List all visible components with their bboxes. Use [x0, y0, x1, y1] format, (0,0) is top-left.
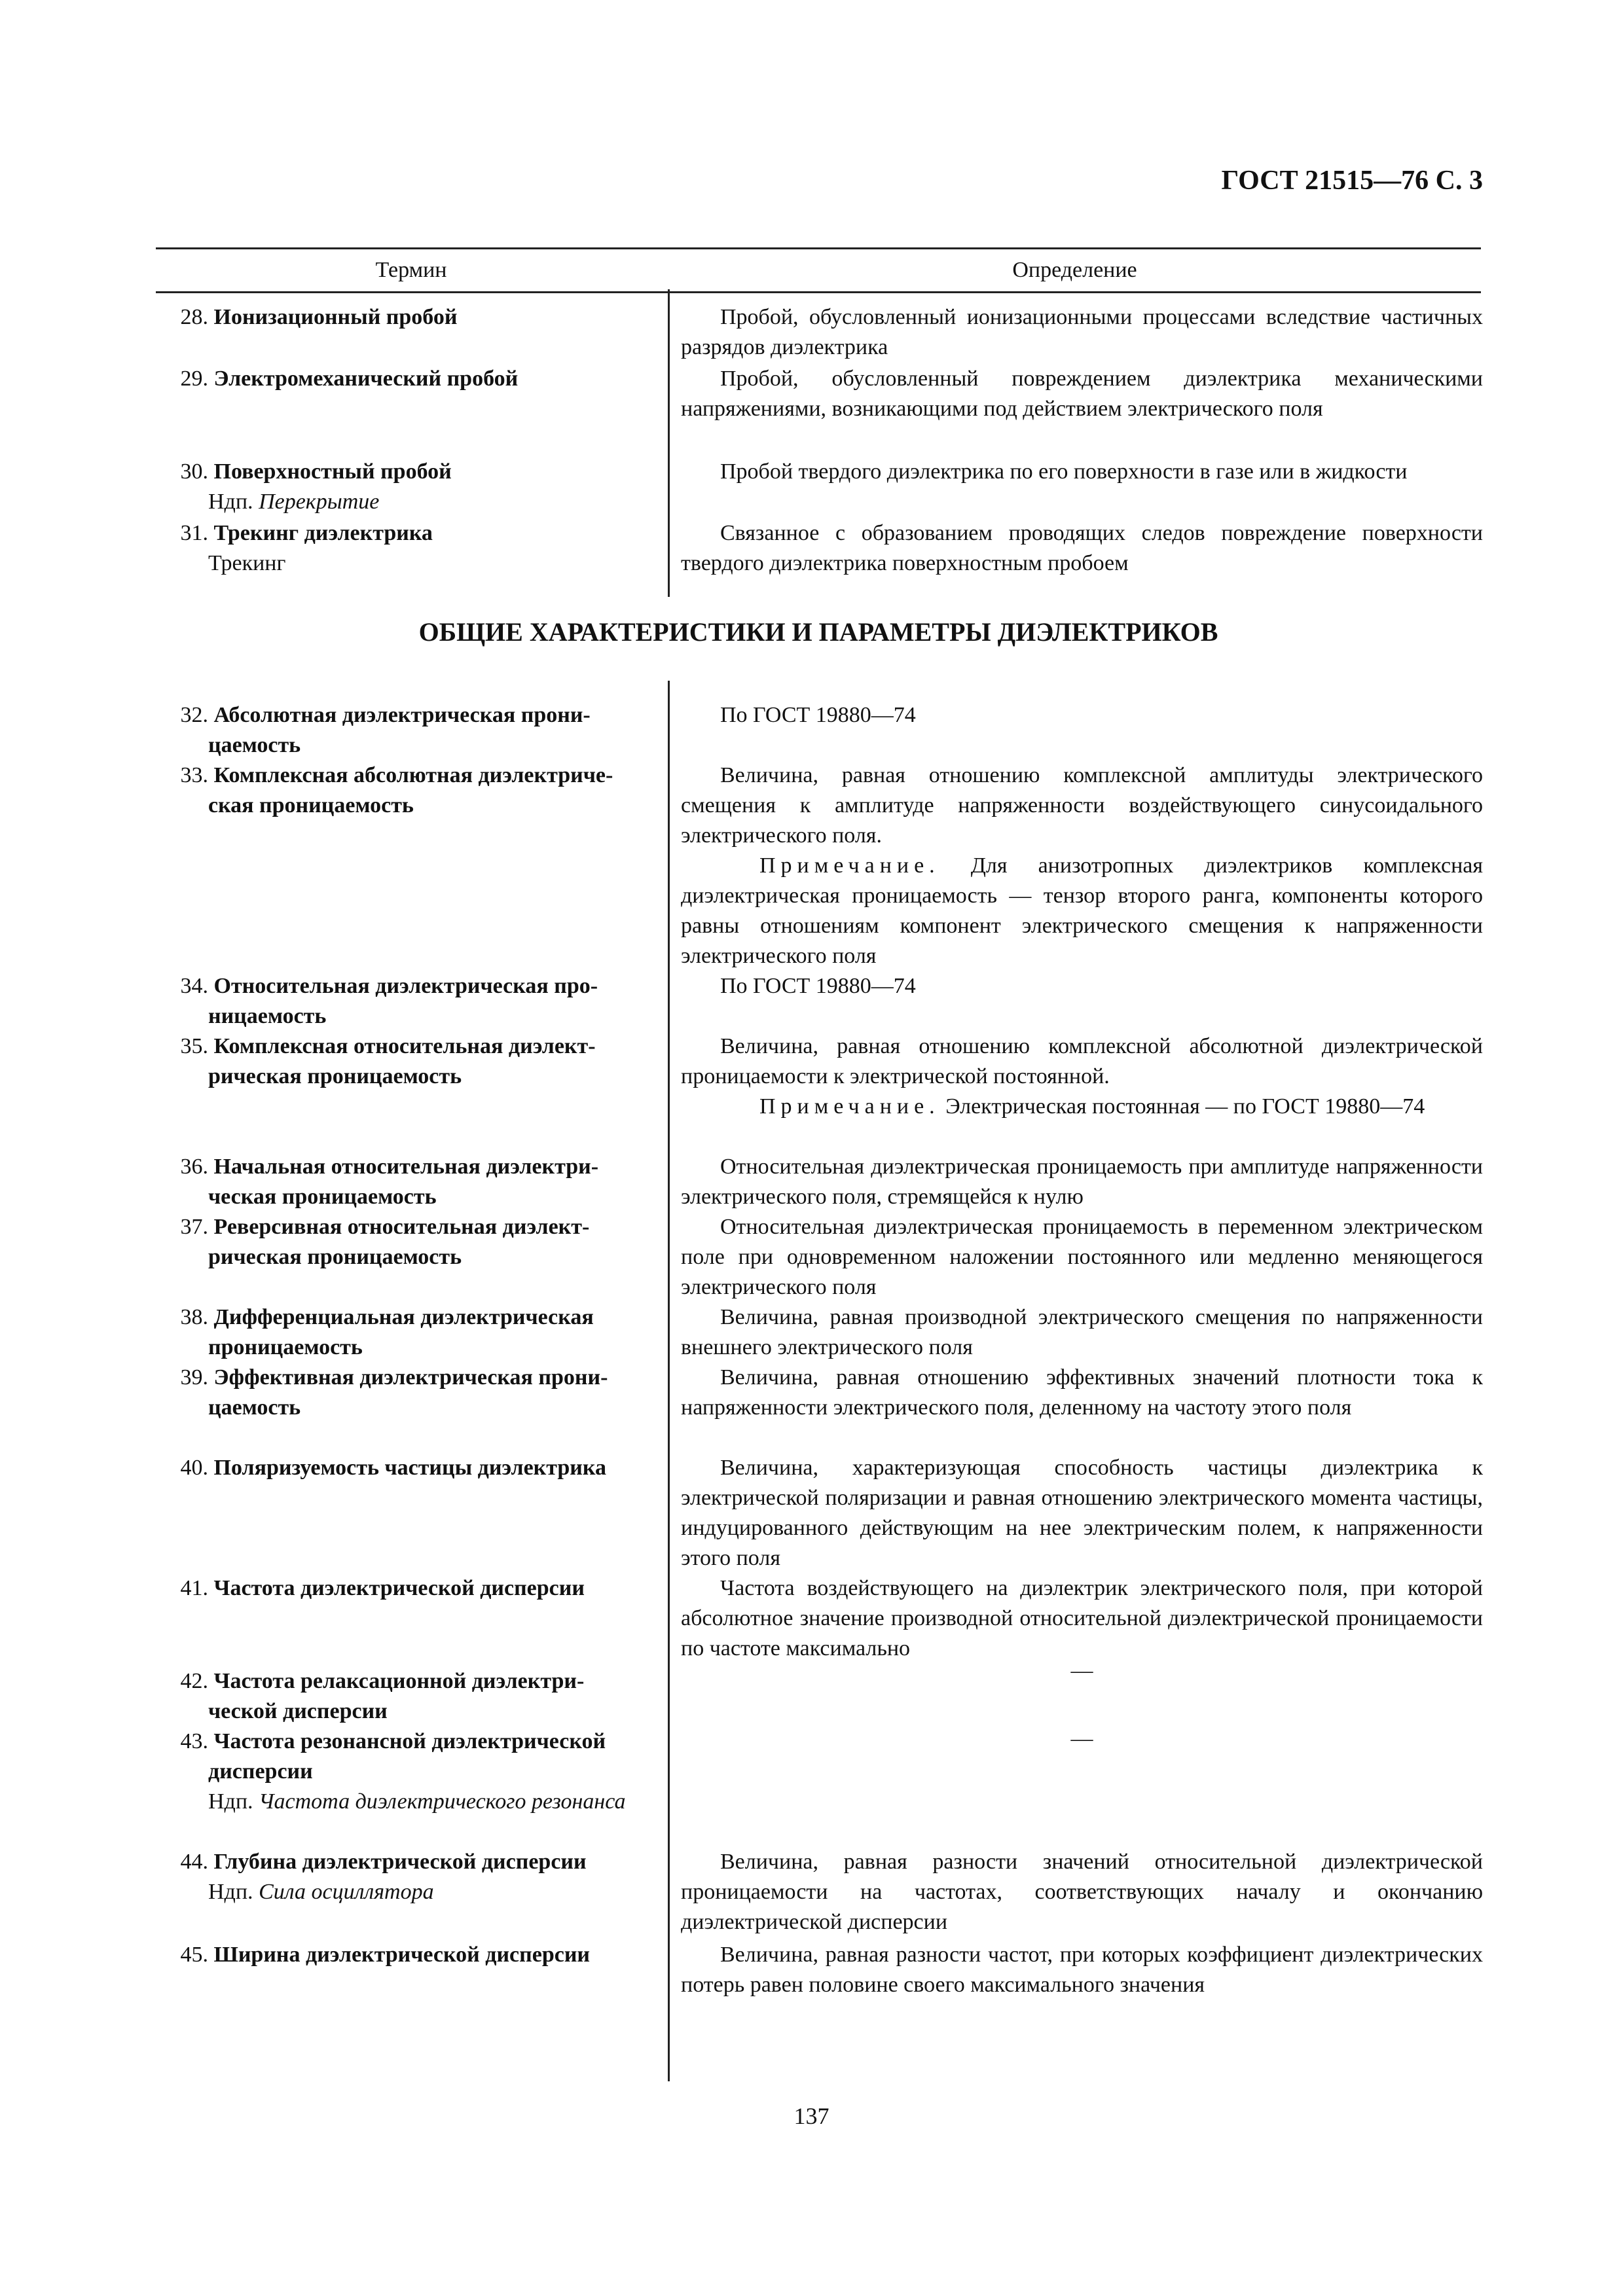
definition: Величина, равная производной электрического смещения по напряженности внешнего электрического поля [681, 1305, 1483, 1359]
definition: По ГОСТ 19880—74 [720, 703, 916, 727]
definition: Величина, равная разности значений относительной диэлектрической проницаемости на частотах, соответствующих началу и окончанию диэлектрической дисперсии [681, 1850, 1483, 1934]
definition: Связанное с образованием проводящих следов повреждение поверхности твердого диэлектрика поверхностным пробоем [681, 521, 1483, 575]
term: 38. Дифференциальная диэлектрическая проницаемость [180, 1305, 594, 1359]
term: 30. Поверхностный пробой Ндп. Перекрытие [180, 459, 452, 514]
term: 40. Поляризуемость частицы диэлектрика [180, 1456, 606, 1480]
term: 32. Абсолютная диэлектрическая прони- цаемость [180, 703, 591, 757]
term: 33. Комплексная абсолютная диэлектриче- ская проницаемость [180, 763, 613, 817]
term: 36. Начальная относительная диэлектри- ческая проницаемость [180, 1155, 599, 1209]
term: 41. Частота диэлектрической дисперсии [180, 1576, 585, 1600]
table-header-term: Термин [375, 258, 447, 282]
term: 35. Комплексная относительная диэлект- рическая проницаемость [180, 1034, 596, 1088]
term: 39. Эффективная диэлектрическая прони- цаемость [180, 1365, 608, 1420]
definition: По ГОСТ 19880—74 [720, 974, 916, 998]
definition: Пробой, обусловленный повреждением диэлектрика механическими напряжениями, возникающими под действием электрического поля [681, 367, 1483, 421]
definition: Пробой, обусловленный ионизационными процессами вследствие частичных разрядов диэлектрика [681, 305, 1483, 359]
definition: Величина, равная разности частот, при которых коэффициент диэлектрических потерь равен половине своего максимального значения [681, 1943, 1483, 1997]
term: 42. Частота релаксационной диэлектри- ческой дисперсии [180, 1669, 585, 1723]
column-divider [668, 681, 670, 2081]
table-header-definition: Определение [1012, 258, 1137, 282]
definition: Величина, равная отношению эффективных значений плотности тока к напряженности электрического поля, деленному на частоту этого поля [681, 1365, 1483, 1420]
term: 29. Электромеханический пробой [180, 367, 519, 391]
definition: Величина, равная отношению комплексной амплитуды электрического смещения к амплитуде напряженности воздействующего синусоидального электрического поля. Примечание. Для анизотропных диэлектриков комплексная диэлектрическая проницаемость — тензор второго ранга, компоненты которого равны отношениям компонент электрического смещения к напряженности электрического поля [681, 761, 1483, 971]
definition: Пробой твердого диэлектрика по его поверхности в газе или в жидкости [720, 459, 1408, 484]
column-divider [668, 289, 670, 597]
term: 31. Трекинг диэлектрика Трекинг [180, 521, 433, 575]
definition: — [1070, 1727, 1093, 1751]
definition: Величина, равная отношению комплексной абсолютной диэлектрической проницаемости к электрической постоянной. Примечание. Электрическая постоянная — по ГОСТ 19880—74 [681, 1031, 1483, 1122]
definition: — [1070, 1659, 1093, 1683]
term: 44. Глубина диэлектрической дисперсии Ндп. Сила осциллятора [180, 1850, 587, 1904]
definition: Частота воздействующего на диэлектрик электрического поля, при которой абсолютное значение производной относительной диэлектрической проницаемости по частоте максимально [681, 1576, 1483, 1660]
definition: Величина, характеризующая способность частицы диэлектрика к электрической поляризации и равная отношению электрического момента частицы, индуцированного действующим на нее электрическим полем, к напряженности этого поля [681, 1456, 1483, 1570]
section-title: ОБЩИЕ ХАРАКТЕРИСТИКИ И ПАРАМЕТРЫ ДИЭЛЕКТРИКОВ [418, 617, 1218, 647]
term: 34. Относительная диэлектрическая про- ницаемость [180, 974, 598, 1028]
definition: Относительная диэлектрическая проницаемость при амплитуде напряженности электрического поля, стремящейся к нулю [681, 1155, 1483, 1209]
page-header: ГОСТ 21515—76 С. 3 [1221, 166, 1483, 196]
page-number: 137 [793, 2103, 830, 2129]
term: 45. Ширина диэлектрической дисперсии [180, 1943, 590, 1967]
term: 37. Реверсивная относительная диэлект- рическая проницаемость [180, 1215, 590, 1269]
note: Примечание. Электрическая постоянная — по ГОСТ 19880—74 [759, 1094, 1425, 1119]
definition: Относительная диэлектрическая проницаемость в переменном электрическом поле при одновременном наложении постоянного или медленно меняющегося электрического поля [681, 1215, 1483, 1299]
note: Примечание. Для анизотропных диэлектриков комплексная диэлектрическая проницаемость — тензор второго ранга, компоненты которого равны отношениям компонент электрического смещения к напряженности электрического поля [681, 853, 1483, 968]
table-header [156, 247, 1481, 293]
term: 43. Частота резонансной диэлектрической дисперсии Ндп. Частота диэлектрического резонанса [180, 1729, 626, 1814]
term: 28. Ионизационный пробой [180, 305, 458, 329]
